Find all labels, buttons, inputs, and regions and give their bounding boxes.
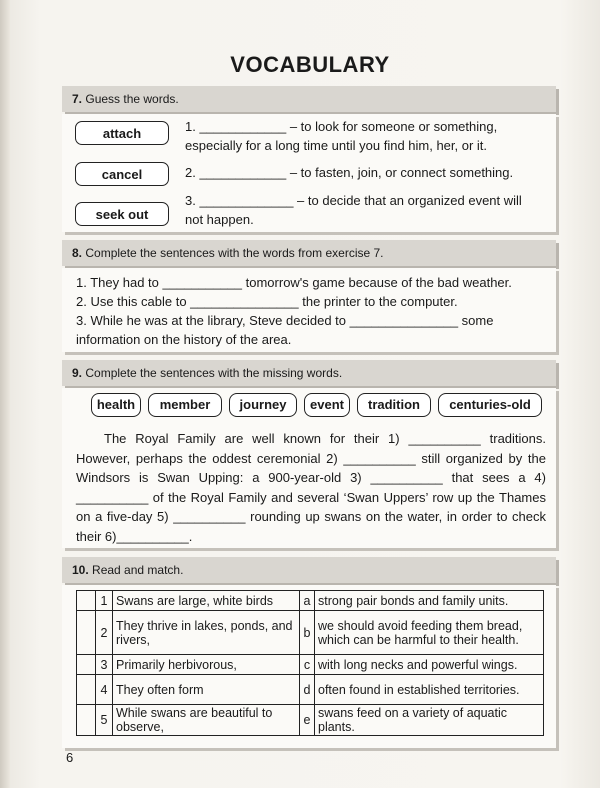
word-chip-health: health xyxy=(91,393,141,417)
definition-2: 2. ____________ – to fasten, join, or connect something. xyxy=(185,165,514,180)
exercise-9-instruction: Complete the sentences with the missing words. xyxy=(85,366,343,380)
book-spine-shadow xyxy=(0,0,10,788)
row-number: 1 xyxy=(96,591,113,611)
exercise-7-instruction: Guess the words. xyxy=(85,92,179,106)
page-title: VOCABULARY xyxy=(230,52,390,77)
row-number: 4 xyxy=(96,675,113,705)
exercise-10-number: 10. xyxy=(72,563,89,577)
definition-3: 3. _____________ – to decide that an organized event will not happen. xyxy=(185,193,522,227)
exercise-7-header xyxy=(62,86,556,112)
sentence-start: They often form xyxy=(113,675,300,705)
sentence-end: strong pair bonds and family units. xyxy=(315,591,544,611)
sentence-end: with long necks and powerful wings. xyxy=(315,655,544,675)
word-box-seek-out: seek out xyxy=(75,202,169,226)
exercise-7-number: 7. xyxy=(72,92,83,106)
sentence-end: swans feed on a variety of aquatic plants. xyxy=(315,705,544,736)
exercise-10-instruction: Read and match. xyxy=(92,563,184,577)
page-number: 6 xyxy=(66,750,74,765)
word-box-cancel: cancel xyxy=(75,162,169,186)
row-letter: d xyxy=(300,675,315,705)
word-chip-journey: journey xyxy=(229,393,297,417)
sentence-3: 3. While he was at the library, Steve decided to _______________ some information on the history of the area. xyxy=(76,313,494,347)
exercise-9-header xyxy=(62,360,556,386)
exercise-8-instruction: Complete the sentences with the words from exercise 7. xyxy=(85,246,384,260)
sentence-start: Swans are large, white birds xyxy=(113,591,300,611)
row-number: 3 xyxy=(96,655,113,675)
table-row xyxy=(77,611,544,655)
table-row xyxy=(77,675,544,705)
word-chip-centuries-old: centuries-old xyxy=(438,393,542,417)
sentence-start: While swans are beautiful to observe, xyxy=(113,705,300,736)
answer-cell xyxy=(77,611,96,655)
sentence-start: Primarily herbivorous, xyxy=(113,655,300,675)
definition-1: 1. ____________ – to look for someone or something, especially for a long time until you find him, her, or it. xyxy=(185,119,498,153)
row-letter: b xyxy=(300,611,315,655)
exercise-10-header xyxy=(62,557,556,583)
exercise-8-header xyxy=(62,240,556,266)
word-chip-event: event xyxy=(304,393,350,417)
answer-cell xyxy=(77,675,96,705)
row-letter: c xyxy=(300,655,315,675)
answer-cell xyxy=(77,655,96,675)
word-chip-tradition: tradition xyxy=(357,393,431,417)
sentence-2: 2. Use this cable to _______________ the printer to the computer. xyxy=(76,294,458,309)
word-chip-member: member xyxy=(148,393,222,417)
table-row xyxy=(77,705,544,736)
exercise-8-number: 8. xyxy=(72,246,83,260)
row-letter: a xyxy=(300,591,315,611)
table-row xyxy=(77,591,544,611)
row-number: 5 xyxy=(96,705,113,736)
sentence-start: They thrive in lakes, ponds, and rivers, xyxy=(113,611,300,655)
word-box-attach: attach xyxy=(75,121,169,145)
sentence-end: often found in established territories. xyxy=(315,675,544,705)
row-letter: e xyxy=(300,705,315,736)
row-number: 2 xyxy=(96,611,113,655)
table-row xyxy=(77,655,544,675)
exercise-9-number: 9. xyxy=(72,366,83,380)
sentence-end: we should avoid feeding them bread, which can be harmful to their health. xyxy=(315,611,544,655)
matching-table xyxy=(76,590,544,736)
swan-upping-text: The Royal Family are well known for their 1) __________ traditions. However, perhaps the oddest ceremonial 2) __________ still organized by the Windsors is Swan Upping: a 900-year-old 3) __________ that sees a 4) __________ of the Royal Family and several ‘Swan Uppers’ row up the Thames on a five-day 5) __________ rounding up swans on the water, in order to check their 6)__________. xyxy=(76,431,546,544)
answer-cell xyxy=(77,591,96,611)
sentence-1: 1. They had to ___________ tomorrow's game because of the bad weather. xyxy=(76,275,512,290)
answer-cell xyxy=(77,705,96,736)
